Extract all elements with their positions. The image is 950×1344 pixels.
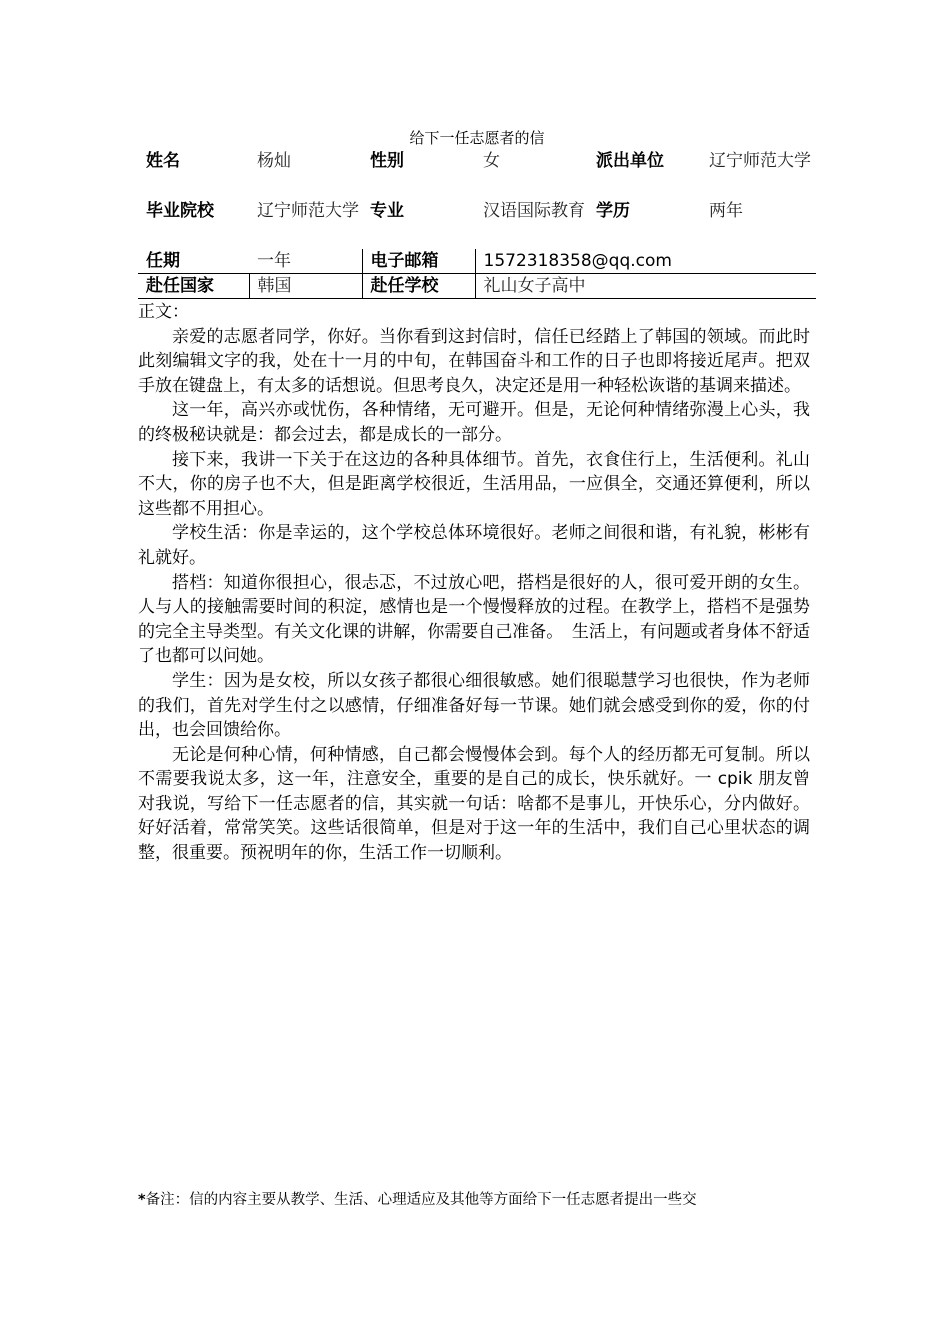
table-row <box>138 149 816 199</box>
document-title: 给下一任志愿者的信 <box>409 129 545 147</box>
body-paragraph: 无论是何种心情，何种情感，自己都会慢慢体会到。每个人的经历都无可复制。所以不需要我说太多，这一年，注意安全，重要的是自己的成长，快乐就好。一 cpik 朋友曾对我说，写给下一任志愿者的信，其实就一句话：啥都不是事儿，开快乐心，分内做好。好好活着，常常笑笑。这些话很简单，但是对于这一年的生活中，我们自己心里状态的调整，很重要。预祝明年的你，生活工作一切顺利。 <box>138 744 810 864</box>
country-value: 韩国 <box>249 274 362 299</box>
email-label: 电子邮箱 <box>362 249 475 274</box>
major-label: 专业 <box>370 201 404 221</box>
email-value: 1572318358@qq.com <box>475 249 816 274</box>
name-label: 姓名 <box>146 151 180 171</box>
body-paragraph: 接下来，我讲一下关于在这边的各种具体细节。首先，衣食住行上，生活便利。礼山不大，你的房子也不大，但是距离学校很近，生活用品，一应俱全，交通还算便利，所以这些都不用担心。 <box>138 449 810 519</box>
body-paragraph: 亲爱的志愿者同学，你好。当你看到这封信时，信任已经踏上了韩国的领域。而此时此刻编辑文字的我，处在十一月的中旬，在韩国奋斗和工作的日子也即将接近尾声。把双手放在键盘上，有太多的话想说。但思考良久，决定还是用一种轻松诙谐的基调来描述。 <box>138 326 810 396</box>
body-heading: 正文： <box>138 302 189 322</box>
table-row <box>138 199 816 249</box>
major-value: 汉语国际教育 <box>483 201 585 221</box>
body-paragraph: 这一年，高兴亦或忧伤，各种情绪，无可避开。但是，无论何种情绪弥漫上心头，我的终极秘诀就是：都会过去，都是成长的一部分。 <box>138 400 810 445</box>
body-paragraph: 搭档：知道你很担心，很忐忑，不过放心吧，搭档是很好的人，很可爱开朗的女生。人与人的接触需要时间的积淀，感情也是一个慢慢释放的过程。在教学上，搭档不是强势的完全主导类型。有关文化课的讲解，你需要自己准备。 生活上，有问题或者身体不舒适了也都可以问她。 <box>138 572 810 667</box>
letter-body <box>138 300 810 866</box>
post-school-value: 礼山女子高中 <box>475 274 816 299</box>
degree-value: 两年 <box>709 201 743 221</box>
post-school-label: 赴任学校 <box>362 274 475 299</box>
footnote <box>138 1189 828 1211</box>
footnote-text: 备注：信的内容主要从教学、生活、心理适应及其他等方面给下一任志愿者提出一些交 <box>145 1192 697 1208</box>
school-label: 毕业院校 <box>146 201 214 221</box>
footnote-marker: * <box>138 1192 146 1208</box>
unit-label: 派出单位 <box>596 151 664 171</box>
body-paragraph: 学校生活：你是幸运的，这个学校总体环境很好。老师之间很和谐，有礼貌，彬彬有礼就好。 <box>138 523 810 568</box>
term-value: 一年 <box>249 249 362 274</box>
gender-value: 女 <box>483 151 500 171</box>
table-row <box>138 249 816 274</box>
term-label: 任期 <box>138 249 249 274</box>
info-table <box>138 149 816 299</box>
country-label: 赴任国家 <box>138 274 249 299</box>
unit-value: 辽宁师范大学 <box>709 151 811 171</box>
name-value: 杨灿 <box>257 151 291 171</box>
school-value: 辽宁师范大学 <box>257 201 359 221</box>
table-row <box>138 274 816 299</box>
body-paragraph: 学生：因为是女校，所以女孩子都很心细很敏感。她们很聪慧学习也很快，作为老师的我们，首先对学生付之以感情，仔细准备好每一节课。她们就会感受到你的爱，你的付出，也会回馈给你。 <box>138 670 810 741</box>
degree-label: 学历 <box>596 201 630 221</box>
gender-label: 性别 <box>370 151 404 171</box>
